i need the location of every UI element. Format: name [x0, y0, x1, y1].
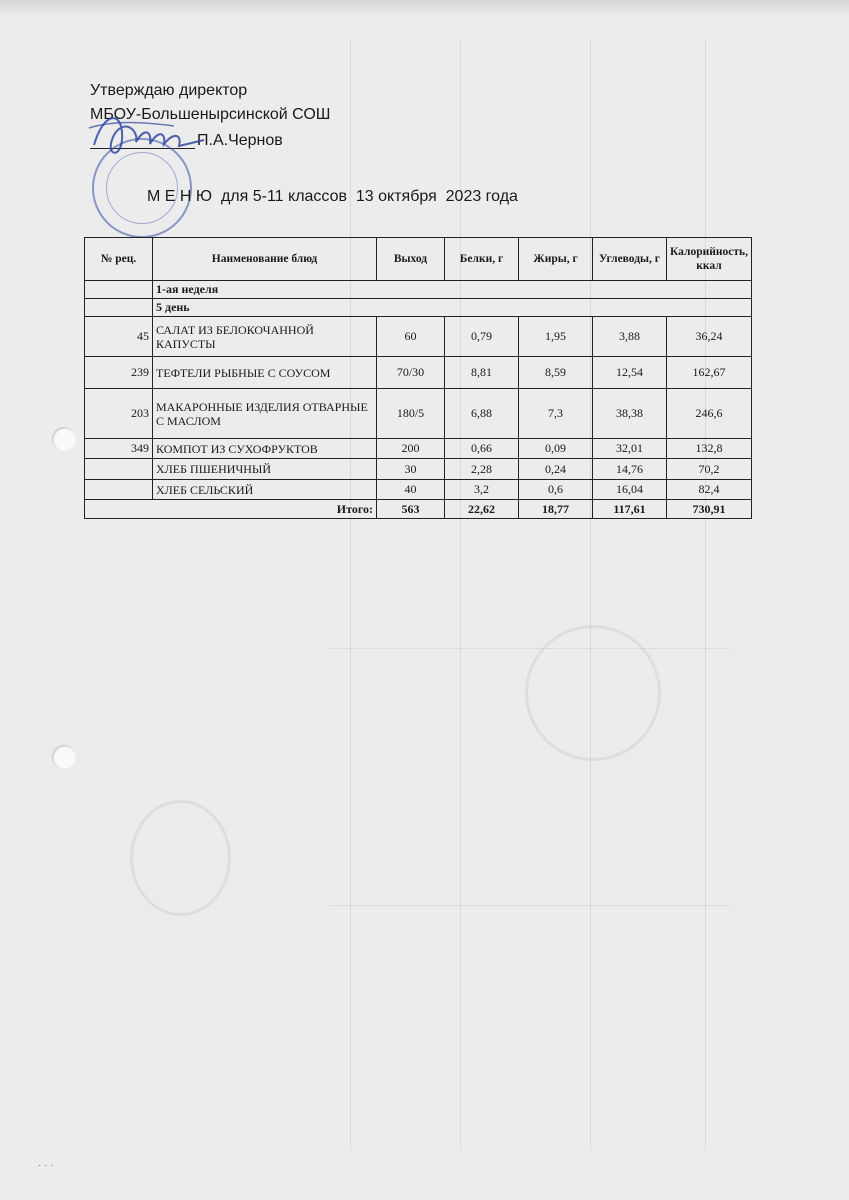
dish-carbs: 12,54 — [593, 357, 667, 389]
punch-hole-lower — [52, 745, 76, 769]
table-row — [85, 439, 752, 459]
dish-name: МАКАРОННЫЕ ИЗДЕЛИЯ ОТВАРНЫЕ С МАСЛОМ — [153, 389, 377, 439]
dish-name: ХЛЕБ СЕЛЬСКИЙ — [153, 480, 377, 500]
total-label: Итого: — [85, 500, 377, 519]
header-cell: Выход — [377, 238, 445, 281]
dish-protein: 0,79 — [445, 317, 519, 357]
dish-output: 180/5 — [377, 389, 445, 439]
dish-carbs: 38,38 — [593, 389, 667, 439]
recipe-number — [85, 480, 153, 500]
scan-artifact: · · · — [38, 1160, 54, 1171]
dish-output: 200 — [377, 439, 445, 459]
dish-protein: 2,28 — [445, 459, 519, 480]
empty-cell — [85, 281, 153, 299]
dish-carbs: 16,04 — [593, 480, 667, 500]
dish-name: САЛАТ ИЗ БЕЛОКОЧАННОЙ КАПУСТЫ — [153, 317, 377, 357]
dish-kcal: 36,24 — [667, 317, 752, 357]
empty-cell — [85, 299, 153, 317]
total-row — [85, 500, 752, 519]
dish-protein: 0,66 — [445, 439, 519, 459]
menu-table — [84, 237, 752, 519]
total-carbs: 117,61 — [593, 500, 667, 519]
table-row — [85, 317, 752, 357]
punch-hole-upper — [52, 427, 76, 451]
header-cell: Углеводы, г — [593, 238, 667, 281]
dish-name: ТЕФТЕЛИ РЫБНЫЕ С СОУСОМ — [153, 357, 377, 389]
header-cell: Калорийность, ккал — [667, 238, 752, 281]
dish-kcal: 70,2 — [667, 459, 752, 480]
dish-carbs: 3,88 — [593, 317, 667, 357]
approval-director-name: П.А.Чернов — [197, 132, 283, 149]
table-row — [85, 480, 752, 500]
day-label: 5 день — [153, 299, 752, 317]
header-cell: № рец. — [85, 238, 153, 281]
dish-fat: 0,6 — [519, 480, 593, 500]
dish-carbs: 32,01 — [593, 439, 667, 459]
total-output: 563 — [377, 500, 445, 519]
approval-title: Утверждаю директор — [90, 82, 248, 99]
dish-kcal: 82,4 — [667, 480, 752, 500]
dish-protein: 3,2 — [445, 480, 519, 500]
recipe-number: 45 — [85, 317, 153, 357]
week-row — [85, 281, 752, 299]
recipe-number: 203 — [85, 389, 153, 439]
day-row — [85, 299, 752, 317]
week-label: 1-ая неделя — [153, 281, 752, 299]
dish-kcal: 162,67 — [667, 357, 752, 389]
dish-fat: 7,3 — [519, 389, 593, 439]
table-row — [85, 459, 752, 480]
header-cell: Наименование блюд — [153, 238, 377, 281]
dish-fat: 8,59 — [519, 357, 593, 389]
dish-fat: 0,09 — [519, 439, 593, 459]
scan-edge — [0, 0, 849, 16]
table-row — [85, 357, 752, 389]
dish-kcal: 246,6 — [667, 389, 752, 439]
dish-protein: 8,81 — [445, 357, 519, 389]
table-row — [85, 389, 752, 439]
header-cell: Белки, г — [445, 238, 519, 281]
recipe-number — [85, 459, 153, 480]
dish-fat: 0,24 — [519, 459, 593, 480]
recipe-number: 349 — [85, 439, 153, 459]
header-cell: Жиры, г — [519, 238, 593, 281]
total-kcal: 730,91 — [667, 500, 752, 519]
approval-school: МБОУ-Большенырсинской СОШ — [90, 106, 331, 123]
dish-output: 40 — [377, 480, 445, 500]
menu-title: М Е Н Ю для 5-11 классов 13 октября 2023 года — [147, 188, 518, 205]
total-fat: 18,77 — [519, 500, 593, 519]
dish-name: ХЛЕБ ПШЕНИЧНЫЙ — [153, 459, 377, 480]
table-header-row — [85, 238, 752, 281]
dish-protein: 6,88 — [445, 389, 519, 439]
total-protein: 22,62 — [445, 500, 519, 519]
dish-output: 60 — [377, 317, 445, 357]
recipe-number: 239 — [85, 357, 153, 389]
dish-name: КОМПОТ ИЗ СУХОФРУКТОВ — [153, 439, 377, 459]
dish-output: 30 — [377, 459, 445, 480]
dish-carbs: 14,76 — [593, 459, 667, 480]
dish-kcal: 132,8 — [667, 439, 752, 459]
dish-output: 70/30 — [377, 357, 445, 389]
director-signature — [84, 100, 214, 170]
dish-fat: 1,95 — [519, 317, 593, 357]
